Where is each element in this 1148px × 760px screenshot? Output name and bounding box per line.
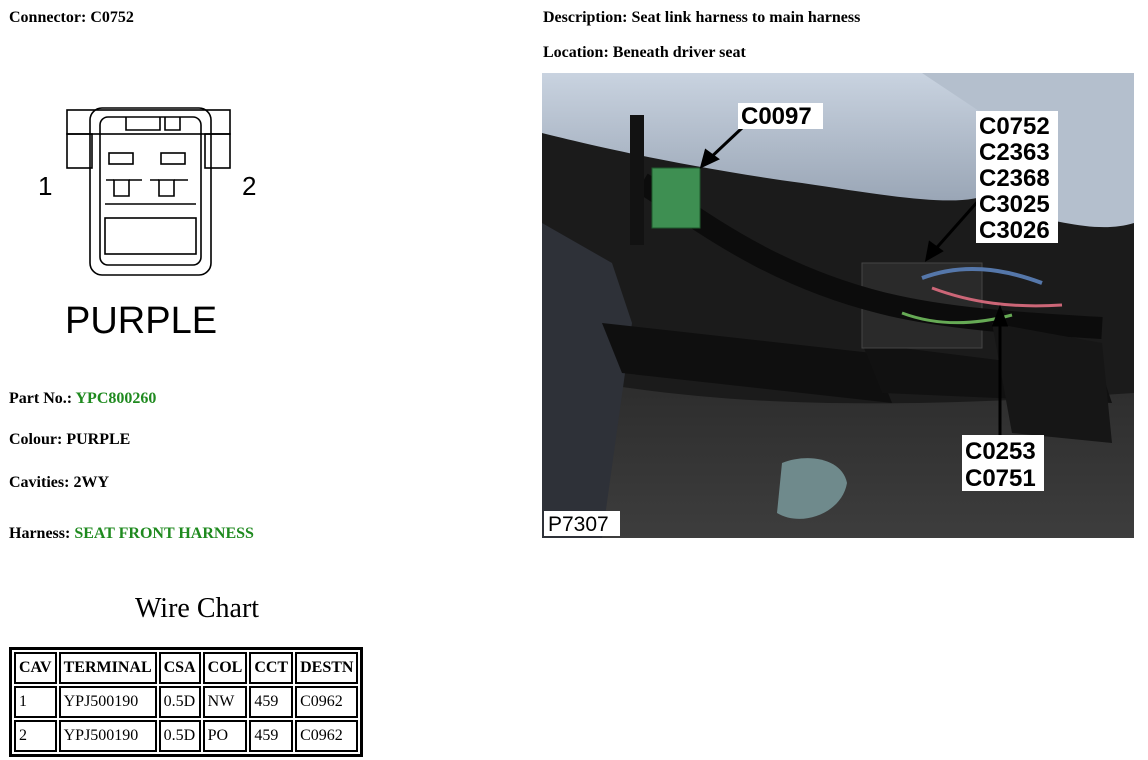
table-cell: 2 [14, 720, 57, 752]
cavities-value: 2WY [73, 474, 109, 491]
photo-label-c3025: C3025 [979, 191, 1050, 218]
photo-reference-id: P7307 [548, 513, 609, 536]
pin-1-label: 1 [38, 171, 53, 201]
photo-label-c2368: C2368 [979, 165, 1050, 192]
table-cell: NW [203, 686, 248, 718]
wire-chart-title: Wire Chart [135, 593, 260, 624]
table-cell: 459 [249, 686, 293, 718]
table-cell: PO [203, 720, 248, 752]
colour-value: PURPLE [66, 431, 131, 448]
part-number-field: Part No.: YPC800260 [9, 390, 157, 407]
photo-label-c2363: C2363 [979, 139, 1050, 166]
connector-heading: Connector: C0752 [9, 9, 134, 26]
location-photo [542, 73, 1134, 538]
photo-label-c3026: C3026 [979, 217, 1050, 244]
table-cell: 0.5D [159, 686, 201, 718]
table-row [14, 720, 358, 752]
location-value: Beneath driver seat [612, 44, 746, 61]
table-cell: YPJ500190 [59, 720, 157, 752]
colour-field: Colour: PURPLE [9, 431, 131, 448]
table-cell: C0962 [295, 720, 358, 752]
column-header: TERMINAL [59, 652, 157, 684]
column-header: CCT [249, 652, 293, 684]
harness-link[interactable]: SEAT FRONT HARNESS [74, 525, 254, 542]
cavities-field: Cavities: 2WY [9, 474, 109, 491]
column-header: CSA [159, 652, 201, 684]
diagram-colour-label: PURPLE [65, 300, 218, 342]
photo-label-c0751: C0751 [965, 465, 1036, 492]
column-header: COL [203, 652, 248, 684]
table-cell: 1 [14, 686, 57, 718]
table-cell: 0.5D [159, 720, 201, 752]
table-row [14, 686, 358, 718]
table-cell: C0962 [295, 686, 358, 718]
table-cell: YPJ500190 [59, 686, 157, 718]
connector-id: C0752 [90, 9, 134, 26]
column-header: CAV [14, 652, 57, 684]
column-header: DESTN [295, 652, 358, 684]
harness-field: Harness: SEAT FRONT HARNESS [9, 525, 254, 542]
wire-chart-table [9, 647, 363, 757]
table-header-row [14, 652, 358, 684]
photo-label-c0253: C0253 [965, 438, 1036, 465]
location-field: Location: Beneath driver seat [543, 44, 746, 61]
pin-2-label: 2 [242, 171, 257, 201]
photo-label-c0097: C0097 [741, 103, 812, 130]
connector-face-diagram [30, 100, 280, 345]
part-number-link[interactable]: YPC800260 [75, 390, 157, 407]
description-value: Seat link harness to main harness [631, 9, 861, 26]
description-field: Description: Seat link harness to main harness [543, 9, 861, 26]
table-cell: 459 [249, 720, 293, 752]
photo-label-c0752: C0752 [979, 113, 1050, 140]
